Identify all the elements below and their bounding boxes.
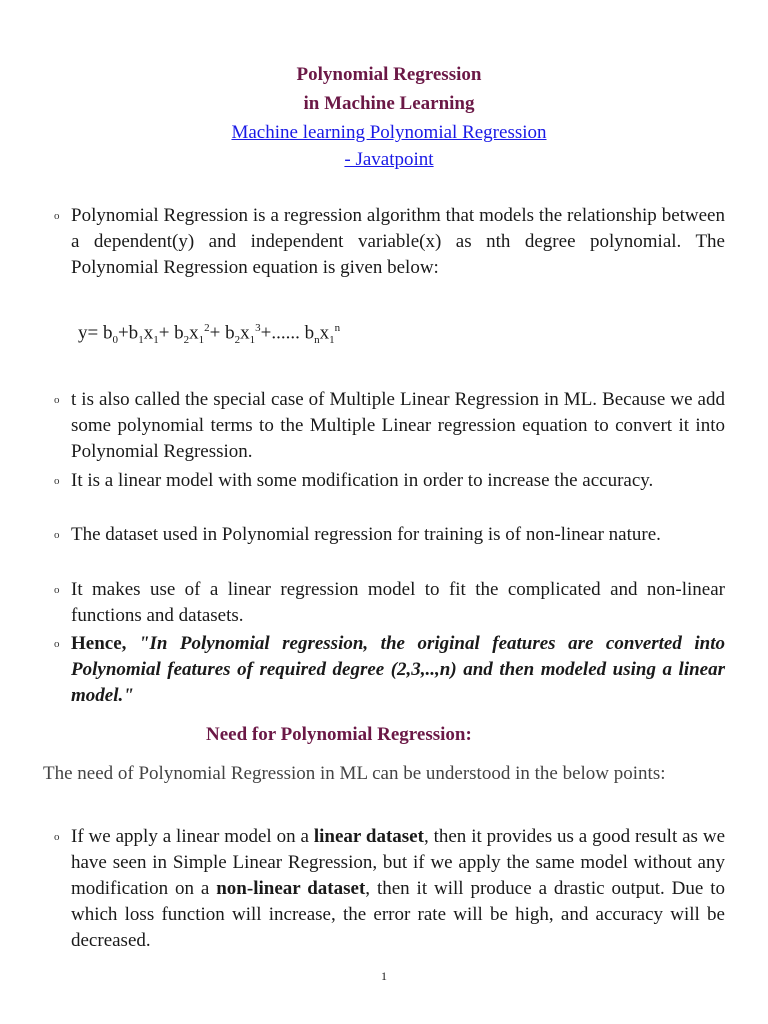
source-link-line2[interactable]: - Javatpoint	[344, 149, 434, 170]
regression-equation: $y= b_0+b_1x_1+ b_2x_1^2+ b_2x_1^3+$...... $b_nx_1^n$	[78, 322, 341, 347]
section-paragraph: The need of Polynomial Regression in ML can be understood in the below points:	[43, 763, 666, 784]
bullet-marker: o	[54, 831, 60, 843]
list-item-text: It makes use of a linear regression model to fit the complicated and non-linear functions and datasets.	[71, 579, 725, 626]
list-item-text: Polynomial Regression is a regression algorithm that models the relationship between a dependent(y) and independent variable(x) as nth degree polynomial. The Polynomial Regression equation is given below:	[71, 205, 725, 278]
list-item-text: It is a linear model with some modification in order to increase the accuracy.	[71, 470, 654, 491]
list-item-text: The dataset used in Polynomial regression for training is of non-linear nature.	[71, 524, 661, 545]
section-heading: Need for Polynomial Regression:	[206, 724, 472, 745]
hence-label: Hence,	[71, 633, 127, 654]
bullet-marker: o	[54, 210, 60, 222]
linear-dataset-term: linear dataset	[313, 826, 424, 847]
source-link-line1[interactable]: Machine learning Polynomial Regression	[231, 122, 547, 143]
list-item-text: If we apply a linear model on a linear dataset, then it provides us a good result as we have seen in Simple Linear Regression, but if we apply the same model without any modification on a non-linear dataset, then it will produce a drastic output. Due to which loss function will increase, the error rate will be high, and accuracy will be decreased.	[71, 826, 725, 951]
page-title-line1: Polynomial Regression	[296, 64, 482, 85]
nonlinear-dataset-term: non-linear dataset	[216, 878, 366, 899]
bullet-marker: o	[54, 529, 60, 541]
bullet-marker: o	[54, 394, 60, 406]
bullet-marker: o	[54, 584, 60, 596]
list-item-text: t is also called the special case of Multiple Linear Regression in ML. Because we add some polynomial terms to the Multiple Linear regression equation to convert it into Polynomial Regression.	[71, 389, 725, 462]
bullet-marker: o	[54, 638, 60, 650]
list-item-text	[71, 631, 725, 709]
definition-quote: "In Polynomial regression, the original features are converted into Polynomial features of required degree (2,3,..,n) and then modeled using a linear model."	[71, 633, 725, 706]
page-number: 1	[381, 969, 387, 983]
bullet-marker: o	[54, 475, 60, 487]
page-title-line2: in Machine Learning	[303, 93, 475, 114]
